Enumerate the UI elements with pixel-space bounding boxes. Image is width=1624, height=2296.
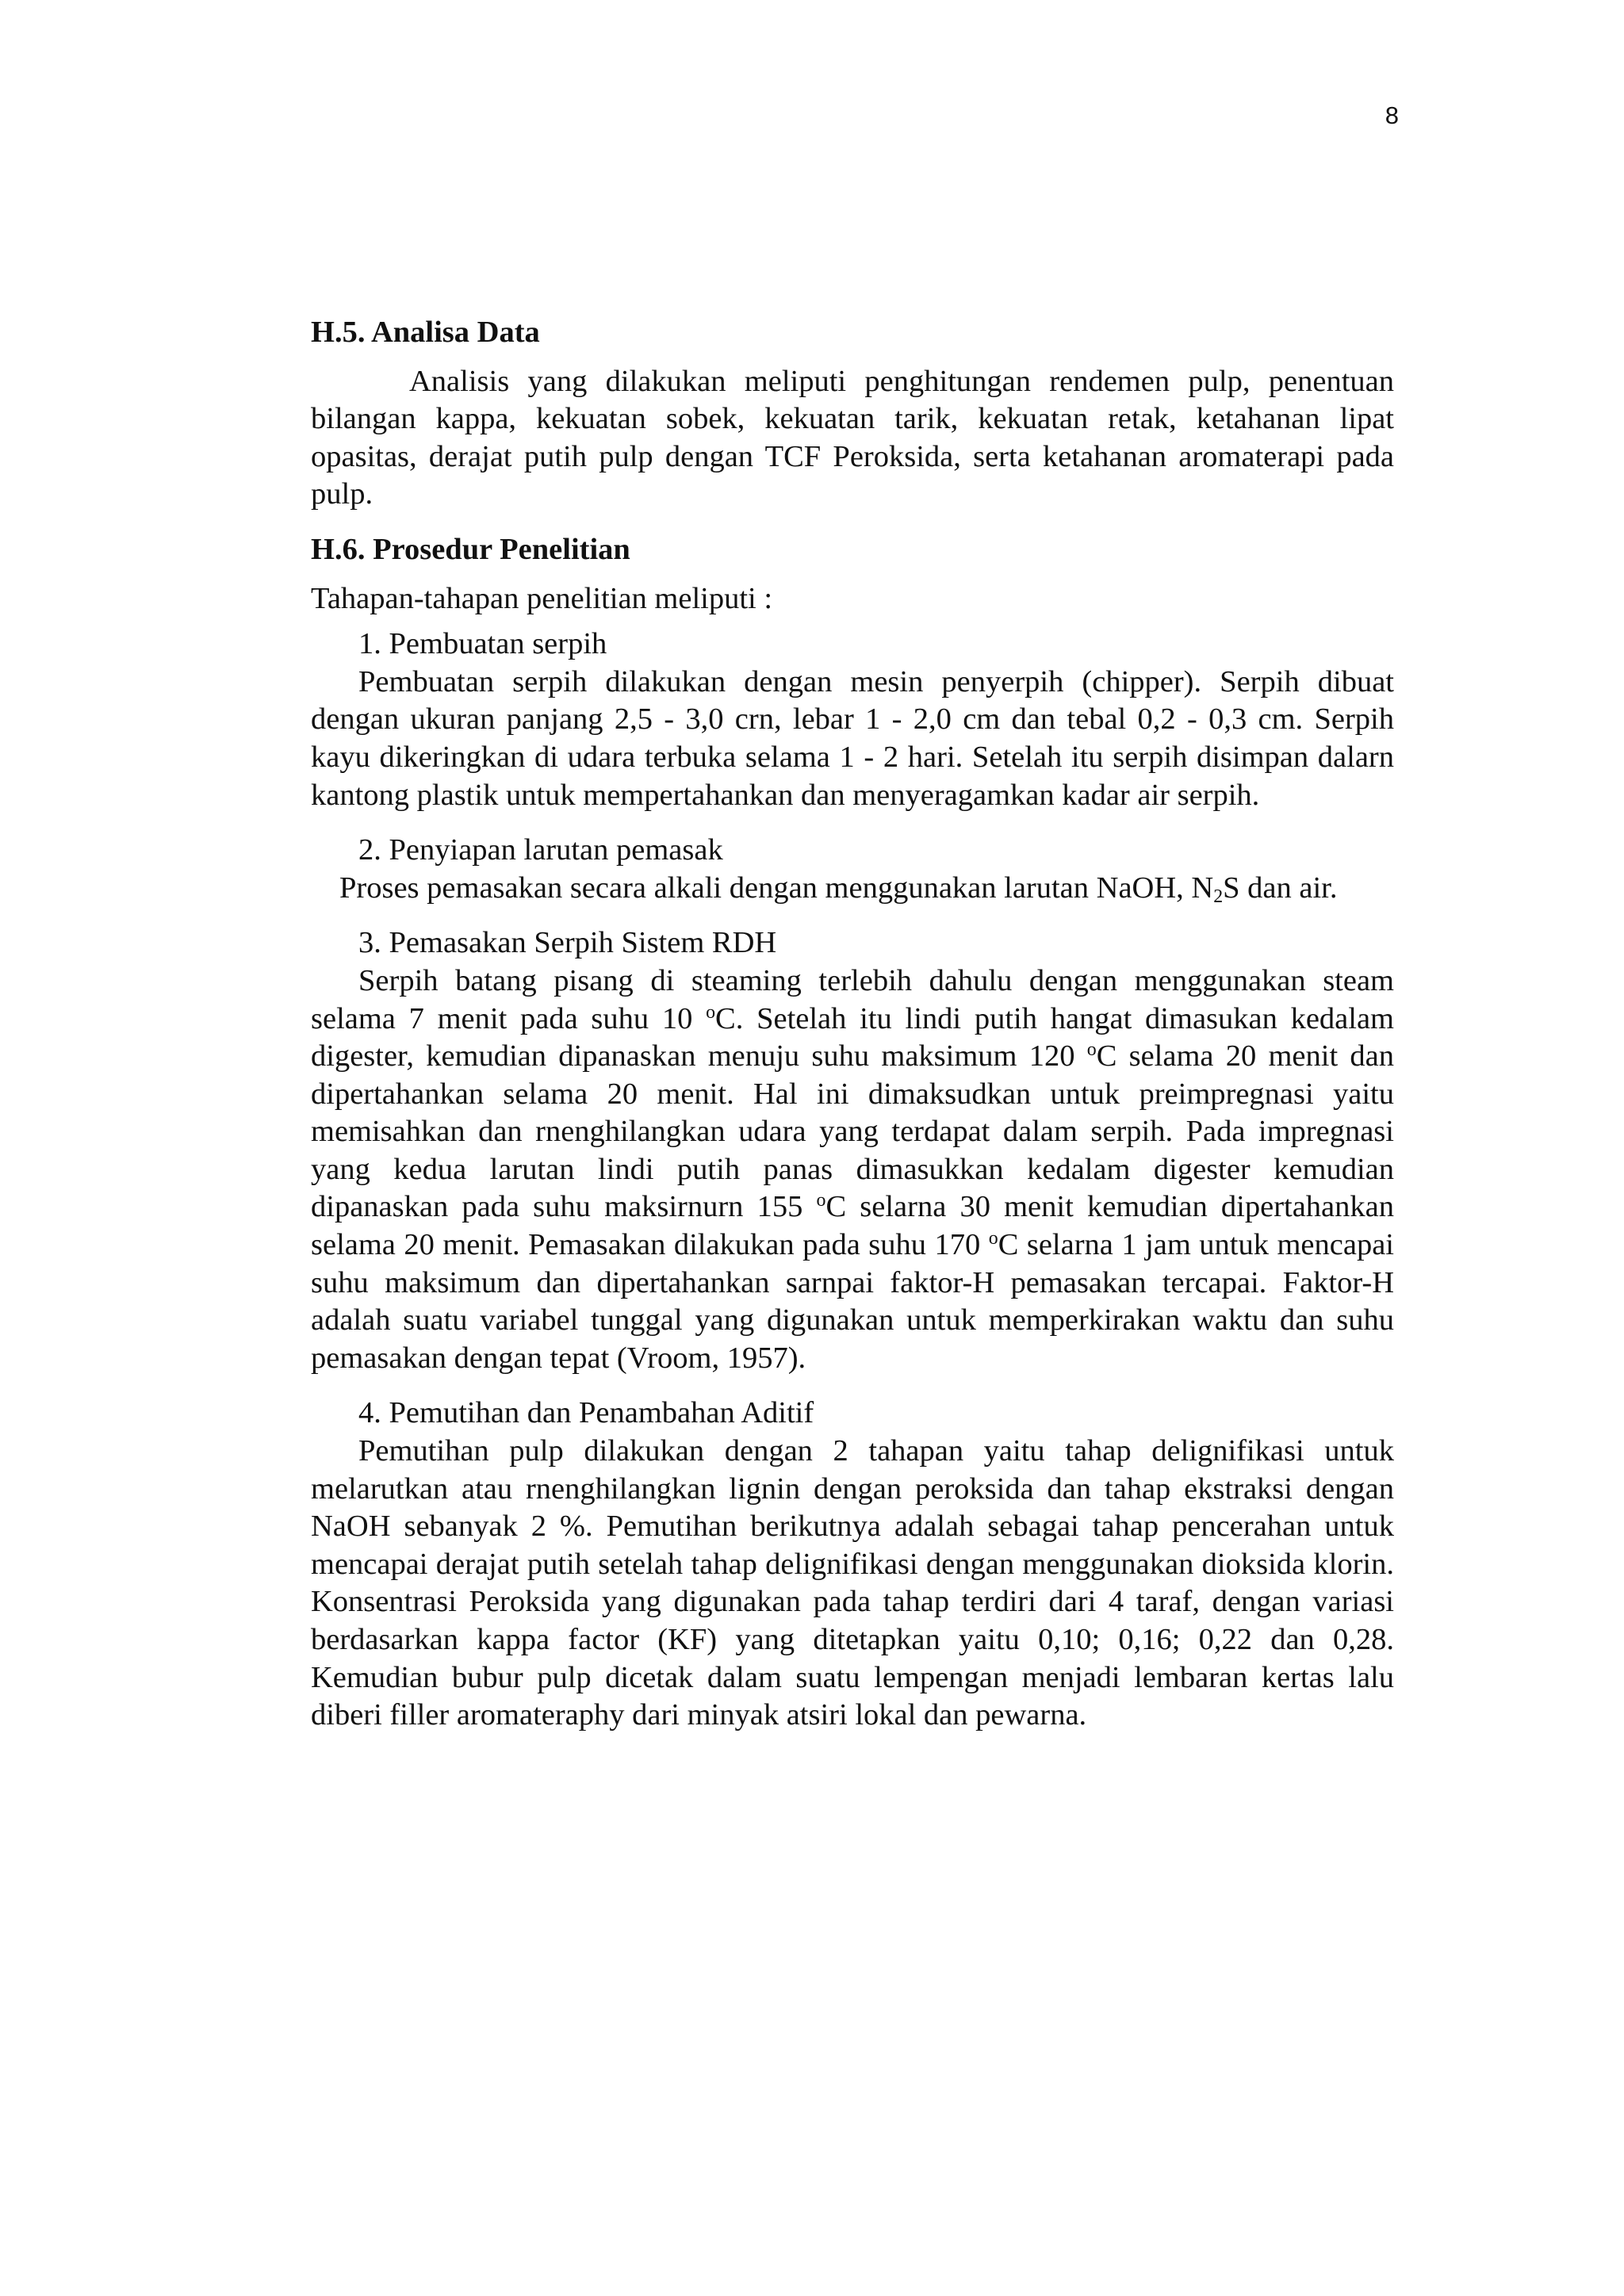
degree-mark: o xyxy=(988,1227,998,1249)
subscript-2: 2 xyxy=(1213,886,1224,907)
step-1-title: 1. Pembuatan serpih xyxy=(358,627,607,661)
step-3-body: Serpih batang pisang di steaming terlebih dahulu dengan menggunakan steam selama 7 menit pada suhu 10 $^o$C. Setelah itu lindi putih hangat dimasukan kedalam digester, kemudian dipanaskan menuju suhu maksimum 120 $^o$C selama 20 menit dan dipertahankan selama 20 menit. Hal ini dimaksudkan untuk preimpregnasi yaitu memisahkan dan rnenghilangkan udara yang terdapat dalam serpih. Pada impregnasi yang kedua larutan lindi putih panas dimasukkan kedalam digester kemudian dipanaskan pada suhu maksirnurn 155 $^o$C selarna 30 menit kemudian dipertahankan selama 20 menit. Pemasakan dilakukan pada suhu 170 $^o$C selarna 1 jam untuk mencapai suhu maksimum dan dipertahankan sarnpai faktor-H pemasakan tercapai. Faktor-H adalah suatu variabel tunggal yang digunakan untuk memperkirakan waktu dan suhu pemasakan dengan tepat (Vroom, 1957). xyxy=(311,963,1394,1375)
degree-mark: o xyxy=(816,1190,826,1211)
analisa-data-paragraph: Analisis yang dilakukan meliputi penghitungan rendemen pulp, penentuan bilangan kappa, kekuatan sobek, kekuatan tarik, kekuatan retak, ketahanan lipat opasitas, derajat putih pulp dengan TCF Peroksida, serta ketahanan aromaterapi pada pulp. xyxy=(311,364,1394,511)
procedure-intro: Tahapan-tahapan penelitian meliputi : xyxy=(311,581,773,615)
page-content xyxy=(311,314,1394,1735)
section-heading-analisa-data: H.5. Analisa Data xyxy=(311,316,540,349)
step-2-body: Proses pemasakan secara alkali dengan menggunakan larutan NaOH, $N_2S$ dan air. xyxy=(339,871,1338,907)
step-1-body: Pembuatan serpih dilakukan dengan mesin penyerpih (chipper). Serpih dibuat dengan ukuran panjang 2,5 - 3,0 crn, lebar 1 - 2,0 cm dan tebal 0,2 - 0,3 cm. Serpih kayu dikeringkan di udara terbuka selama 1 - 2 hari. Setelah itu serpih disimpan dalarn kantong plastik untuk mempertahankan dan menyeragamkan kadar air serpih. xyxy=(311,664,1394,812)
step-4-body: Pemutihan pulp dilakukan dengan 2 tahapan yaitu tahap delignifikasi untuk melarutkan atau rnenghilangkan lignin dengan peroksida dan tahap ekstraksi dengan NaOH sebanyak 2 %. Pemutihan berikutnya adalah sebagai tahap pencerahan untuk mencapai derajat putih setelah tahap delignifikasi dengan menggunakan dioksida klorin. Konsentrasi Peroksida yang digunakan pada tahap terdiri dari 4 taraf, dengan variasi berdasarkan kappa factor (KF) yang ditetapkan yaitu 0,10; 0,16; 0,22 dan 0,28. Kemudian bubur pulp dicetak dalam suatu lempengan menjadi lembaran kertas lalu diberi filler aromateraphy dari minyak atsiri lokal dan pewarna. xyxy=(311,1434,1394,1732)
degree-mark: o xyxy=(706,1001,716,1023)
step-4-title: 4. Pemutihan dan Penambahan Aditif xyxy=(358,1396,814,1430)
section-heading-prosedur-penelitian: H.6. Prosedur Penelitian xyxy=(311,532,630,566)
step-2-title: 2. Penyiapan larutan pemasak xyxy=(358,833,723,867)
step-3-title: 3. Pemasakan Serpih Sistem RDH xyxy=(358,926,777,960)
page-number: 8 xyxy=(1385,101,1399,129)
degree-mark: o xyxy=(1086,1039,1097,1060)
